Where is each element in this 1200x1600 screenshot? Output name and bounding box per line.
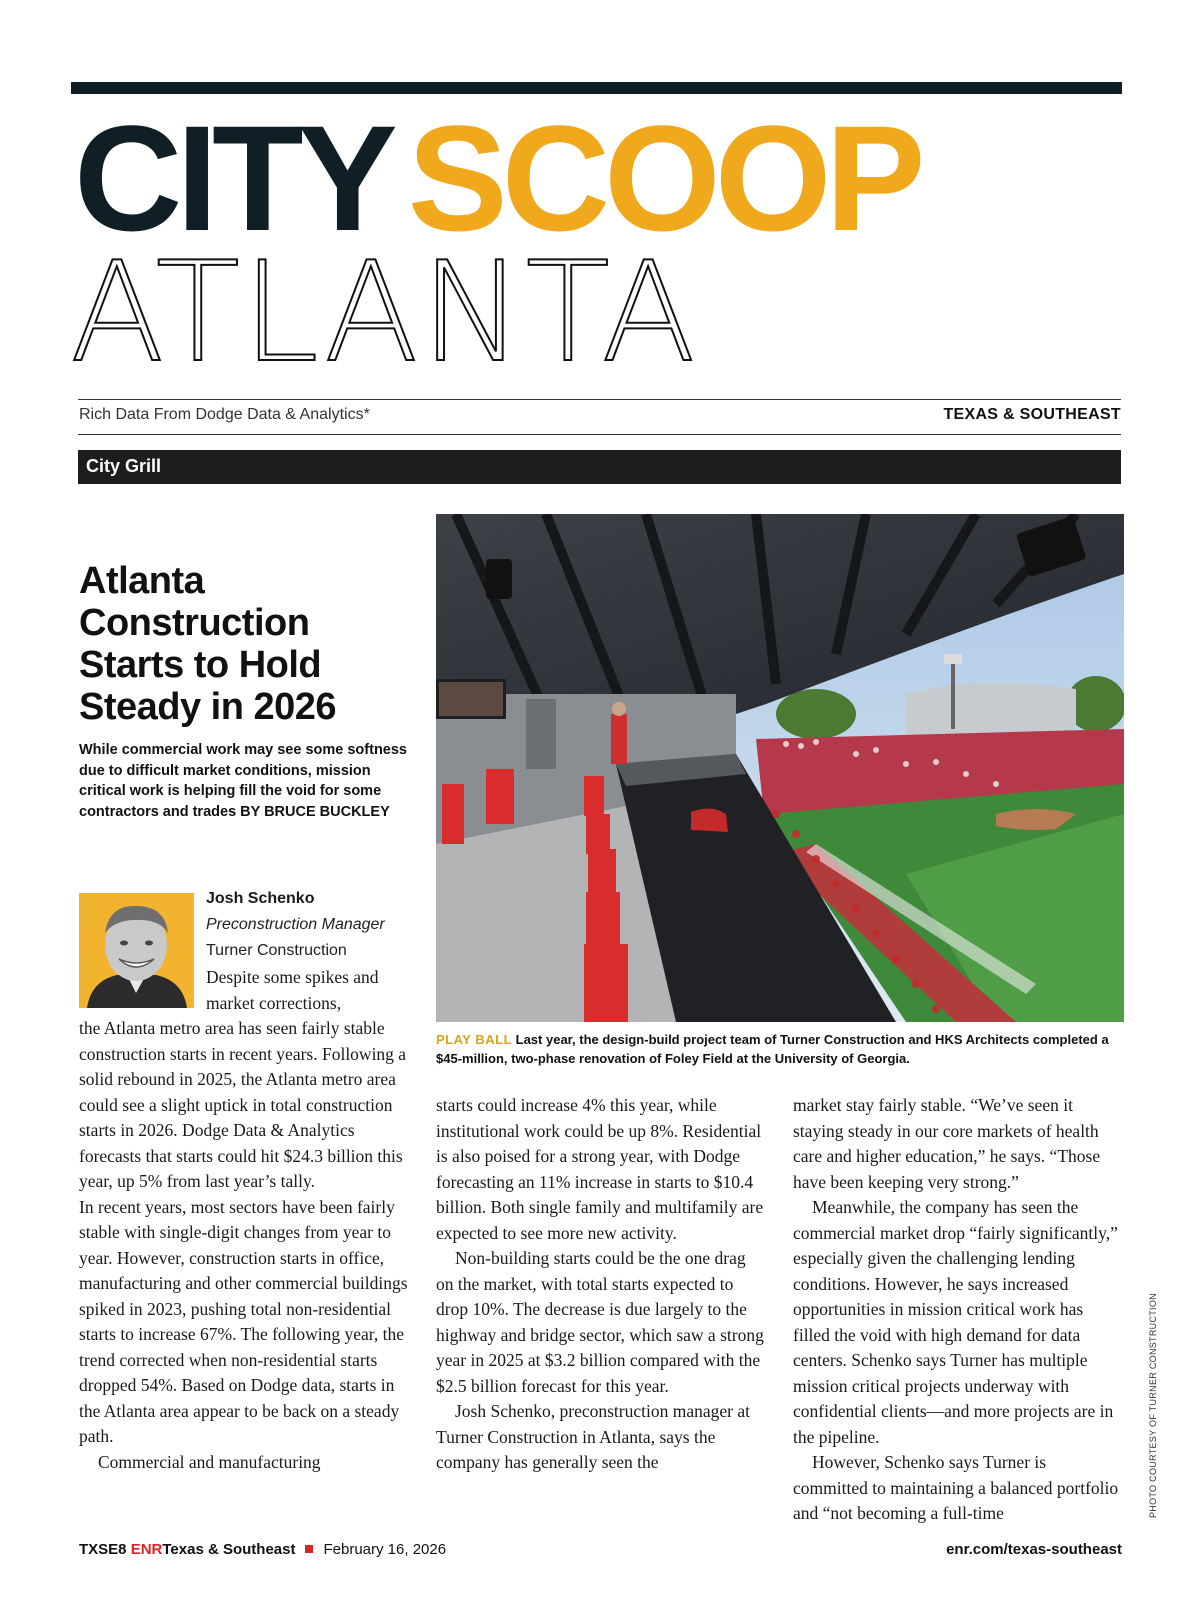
article-headline: Atlanta Construction Starts to Hold Steady in 2026 <box>79 560 337 728</box>
top-rule <box>71 82 1122 94</box>
body-col1-intro <box>206 965 406 1016</box>
bio-title: Preconstruction Manager <box>206 916 385 933</box>
footer-left <box>79 1541 446 1558</box>
body-col1 <box>79 1016 409 1475</box>
masthead-city-name <box>70 232 698 393</box>
bio-name: Josh Schenko <box>206 890 315 907</box>
body-col2-paragraph-1: starts could increase 4% this year, while institutional work could be up 8%. Residential is also poised for a strong year, with Dodge forecasting an 11% increase in starts to $10.4 billion. Both single family and multifamily are expected to see more new activity. <box>436 1095 764 1243</box>
deck-text: While commercial work may see some softness due to difficult market conditions, mission critical work is helping fill the void for some contractors and trades <box>79 742 407 820</box>
section-bar <box>78 450 1121 484</box>
body-paragraph-1-rest: the Atlanta metro area has seen fairly stable construction starts in recent years. Following a solid rebound in 2025, the Atlanta metro area could see a slight uptick in total construction starts in 2026. Dodge Data & Analytics forecasts that starts could hit $24.3 billion this year, up 5% from last year’s tally. <box>79 1018 407 1191</box>
stadium-photo-illustration <box>436 514 1124 1022</box>
section-label: City Grill <box>86 456 162 476</box>
bio-company: Turner Construction <box>206 942 347 959</box>
edition-name: Texas & Southeast <box>162 1541 296 1558</box>
stadium-photo <box>436 514 1124 1022</box>
body-paragraph-1-start: Despite some spikes and market corrections, <box>206 967 379 1013</box>
masthead-scoop: SCOOP <box>407 94 920 262</box>
body-col2-paragraph-3: Josh Schenko, preconstruction manager at Turner Construction in Atlanta, says the company has generally seen the <box>436 1401 750 1472</box>
caption-text: Last year, the design-build project team of Turner Construction and HKS Architects completed a $45-million, two-phase renovation of Foley Field at the University of Georgia. <box>436 1032 1109 1066</box>
body-col3-paragraph-2: Meanwhile, the company has seen the commercial market drop “fairly significantly,” especially given the challenging lending conditions. However, he says increased opportunities in mission critical work has filled the void with high demand for data centers. Schenko says Turner has multiple mission critical projects underway with confidential clients—and more projects are in the pipeline. <box>793 1197 1118 1447</box>
body-col2 <box>436 1093 766 1476</box>
city-name-text: ATLANTA <box>70 232 698 393</box>
divider-top <box>78 399 1121 400</box>
caption-lead: PLAY BALL <box>436 1032 513 1047</box>
body-paragraph-2: In recent years, most sectors have been fairly stable with single-digit changes from year to year. However, construction starts in office, manufacturing and other commercial buildings spiked in 2023, pushing total non-residential starts to increase 67%. The following year, the trend corrected when non-residential starts dropped 54%. Based on Dodge data, starts in the Atlanta area appear to be back on a steady path. <box>79 1196 408 1446</box>
body-col3-paragraph-3: However, Schenko says Turner is committed to maintaining a balanced portfolio and “not becoming a full-time <box>793 1452 1119 1523</box>
separator-square <box>305 1545 313 1553</box>
footer-url: enr.com/texas-southeast <box>946 1541 1122 1558</box>
masthead-title <box>74 94 920 262</box>
body-paragraph-3-start: Commercial and manufacturing <box>98 1451 321 1472</box>
body-col2-paragraph-2: Non-building starts could be the one drag on the market, with total starts expected to drop 10%. The decrease is due largely to the highway and bridge sector, which saw a strong year in 2025 at $3.2 billion compared with the $2.5 billion forecast for this year. <box>436 1248 764 1396</box>
article-deck <box>79 740 409 822</box>
brand-logo: ENR <box>130 1541 163 1558</box>
headshot-portrait-illustration <box>79 893 194 1008</box>
page-number: TXSE8 <box>79 1541 127 1558</box>
masthead-city: CITY <box>74 94 392 262</box>
masthead-subtitle: Rich Data From Dodge Data & Analytics* <box>79 406 370 423</box>
body-col3 <box>793 1093 1123 1527</box>
headshot-photo <box>79 893 194 1008</box>
issue-date: February 16, 2026 <box>323 1541 447 1558</box>
body-col3-paragraph-1: market stay fairly stable. “We’ve seen it staying steady in our core markets of health care and higher education,” he says. “Those have been keeping very strong.” <box>793 1095 1101 1192</box>
divider-bottom <box>78 434 1121 435</box>
byline: BY BRUCE BUCKLEY <box>240 803 390 820</box>
photo-credit: PHOTO COURTESY OF TURNER CONSTRUCTION <box>1148 1293 1158 1518</box>
region-label: TEXAS & SOUTHEAST <box>943 406 1121 423</box>
photo-caption <box>436 1030 1126 1068</box>
